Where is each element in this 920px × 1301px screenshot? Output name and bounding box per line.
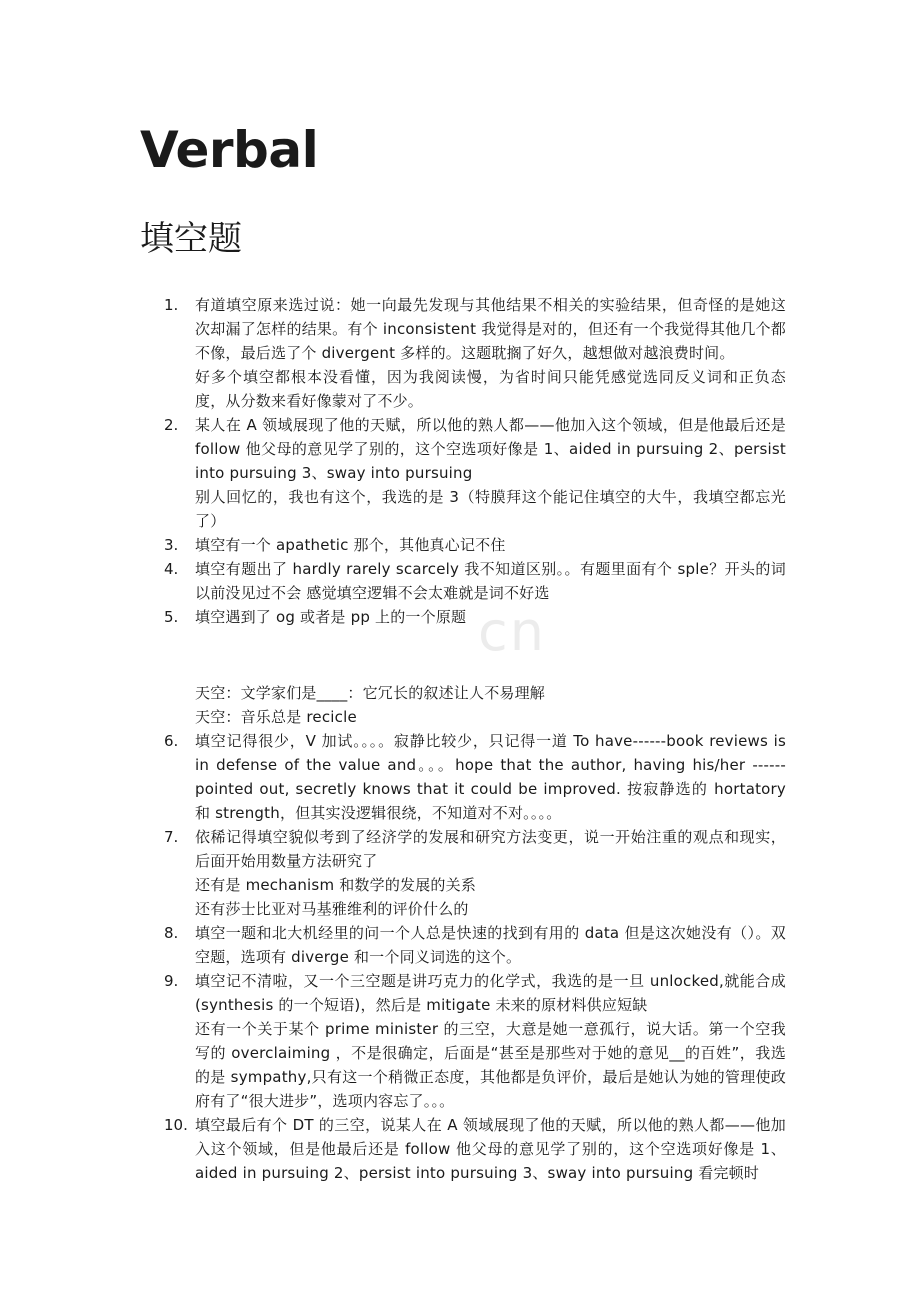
list-item-paragraph: 填空有一个 apathetic 那个，其他真心记不住 bbox=[195, 536, 506, 554]
list-item-number: 8. bbox=[164, 924, 179, 942]
list-item bbox=[164, 921, 786, 969]
list-item bbox=[164, 825, 786, 921]
list-item-paragraph: 填空有题出了 hardly rarely scarcely 我不知道区别。。有题里面有个 sple？开头的词 以前没见过不会 感觉填空逻辑不会太难就是词不好选 bbox=[195, 560, 786, 602]
list-item bbox=[164, 729, 786, 825]
list-item-paragraph: 填空记得很少，V 加试。。。。寂静比较少，只记得一道 To have------book reviews is in defense of the value and。。。hope that the author, having his/her ------pointed out, secretly knows that it could be improved. 按寂静选的 hortatory 和 strength，但其实没逻辑很绕，不知道对不对。。。。 bbox=[195, 732, 786, 822]
list-item-paragraph: 填空记不清啦，又一个三空题是讲巧克力的化学式，我选的是一旦 unlocked,就能合成(synthesis 的一个短语)，然后是 mitigate 未来的原材料供应短缺 bbox=[195, 972, 786, 1014]
list-item-paragraph: 依稀记得填空貌似考到了经济学的发展和研究方法变更，说一开始注重的观点和现实，后面开始用数量方法研究了 bbox=[195, 828, 786, 870]
list-item bbox=[164, 413, 786, 533]
list-item bbox=[164, 293, 786, 413]
list-item-paragraph: 别人回忆的，我也有这个，我选的是 3（特膜拜这个能记住填空的大牛，我填空都忘光了） bbox=[195, 488, 786, 530]
list-item-paragraph: 还有莎士比亚对马基雅维利的评价什么的 bbox=[195, 900, 469, 918]
list-item bbox=[164, 1113, 786, 1185]
list-item-number: 4. bbox=[164, 560, 179, 578]
list-item-number: 1. bbox=[164, 296, 179, 314]
watermark: cn bbox=[478, 600, 546, 663]
list-item bbox=[164, 533, 786, 557]
list-item-paragraph: 填空一题和北大机经里的问一个人总是快速的找到有用的 data 但是这次她没有（）。双空题，选项有 diverge 和一个同义词选的这个。 bbox=[195, 924, 786, 966]
list-item bbox=[164, 969, 786, 1113]
list-item-paragraph: 好多个填空都根本没看懂，因为我阅读慢，为省时间只能凭感觉选同反义词和正负态度，从分数来看好像蒙对了不少。 bbox=[195, 368, 786, 410]
note-line: 天空：音乐总是 recicle bbox=[195, 708, 357, 726]
note-line: 天空：文学家们是____：它冗长的叙述让人不易理解 bbox=[195, 684, 546, 702]
numbered-list-continued bbox=[164, 729, 786, 1185]
page-title: Verbal bbox=[140, 121, 319, 179]
list-item-number: 6. bbox=[164, 732, 179, 750]
list-item bbox=[164, 605, 786, 629]
list-item-paragraph: 填空最后有个 DT 的三空，说某人在 A 领域展现了他的天赋，所以他的熟人都——他加入这个领域，但是他最后还是 follow 他父母的意见学了别的，这个空选项好像是 1、aided in pursuing 2、persist into pursuing 3、sway into pursuing 看完顿时 bbox=[195, 1116, 786, 1182]
list-item-paragraph: 有道填空原来选过说：她一向最先发现与其他结果不相关的实验结果，但奇怪的是她这次却漏了怎样的结果。有个 inconsistent 我觉得是对的，但还有一个我觉得其他几个都不像，最后选了个 divergent 多样的。这题耽搁了好久，越想做对越浪费时间。 bbox=[195, 296, 786, 362]
list-item-number: 10. bbox=[164, 1116, 188, 1134]
section-heading: 填空题 bbox=[140, 219, 242, 259]
numbered-list bbox=[164, 293, 786, 629]
list-item-number: 7. bbox=[164, 828, 179, 846]
list-item-paragraph: 填空遇到了 og 或者是 pp 上的一个原题 bbox=[195, 608, 467, 626]
list-item bbox=[164, 557, 786, 605]
list-item-number: 2. bbox=[164, 416, 179, 434]
list-item-paragraph: 还有一个关于某个 prime minister 的三空，大意是她一意孤行，说大话。第一个空我写的 overclaiming ，不是很确定，后面是“甚至是那些对于她的意见__的百姓”，我选的是 sympathy,只有这一个稍微正态度，其他都是负评价，最后是她认为她的管理使政府有了“很大进步”，选项内容忘了。。。 bbox=[195, 1020, 786, 1110]
list-item-number: 9. bbox=[164, 972, 179, 990]
list-item-paragraph: 还有是 mechanism 和数学的发展的关系 bbox=[195, 876, 477, 894]
list-item-number: 5. bbox=[164, 608, 179, 626]
list-item-paragraph: 某人在 A 领域展现了他的天赋，所以他的熟人都——他加入这个领域，但是他最后还是 follow 他父母的意见学了别的，这个空选项好像是 1、aided in pursuing 2、persist into pursuing 3、sway into pursuing bbox=[195, 416, 786, 482]
list-item-number: 3. bbox=[164, 536, 179, 554]
unnumbered-notes bbox=[195, 681, 787, 729]
